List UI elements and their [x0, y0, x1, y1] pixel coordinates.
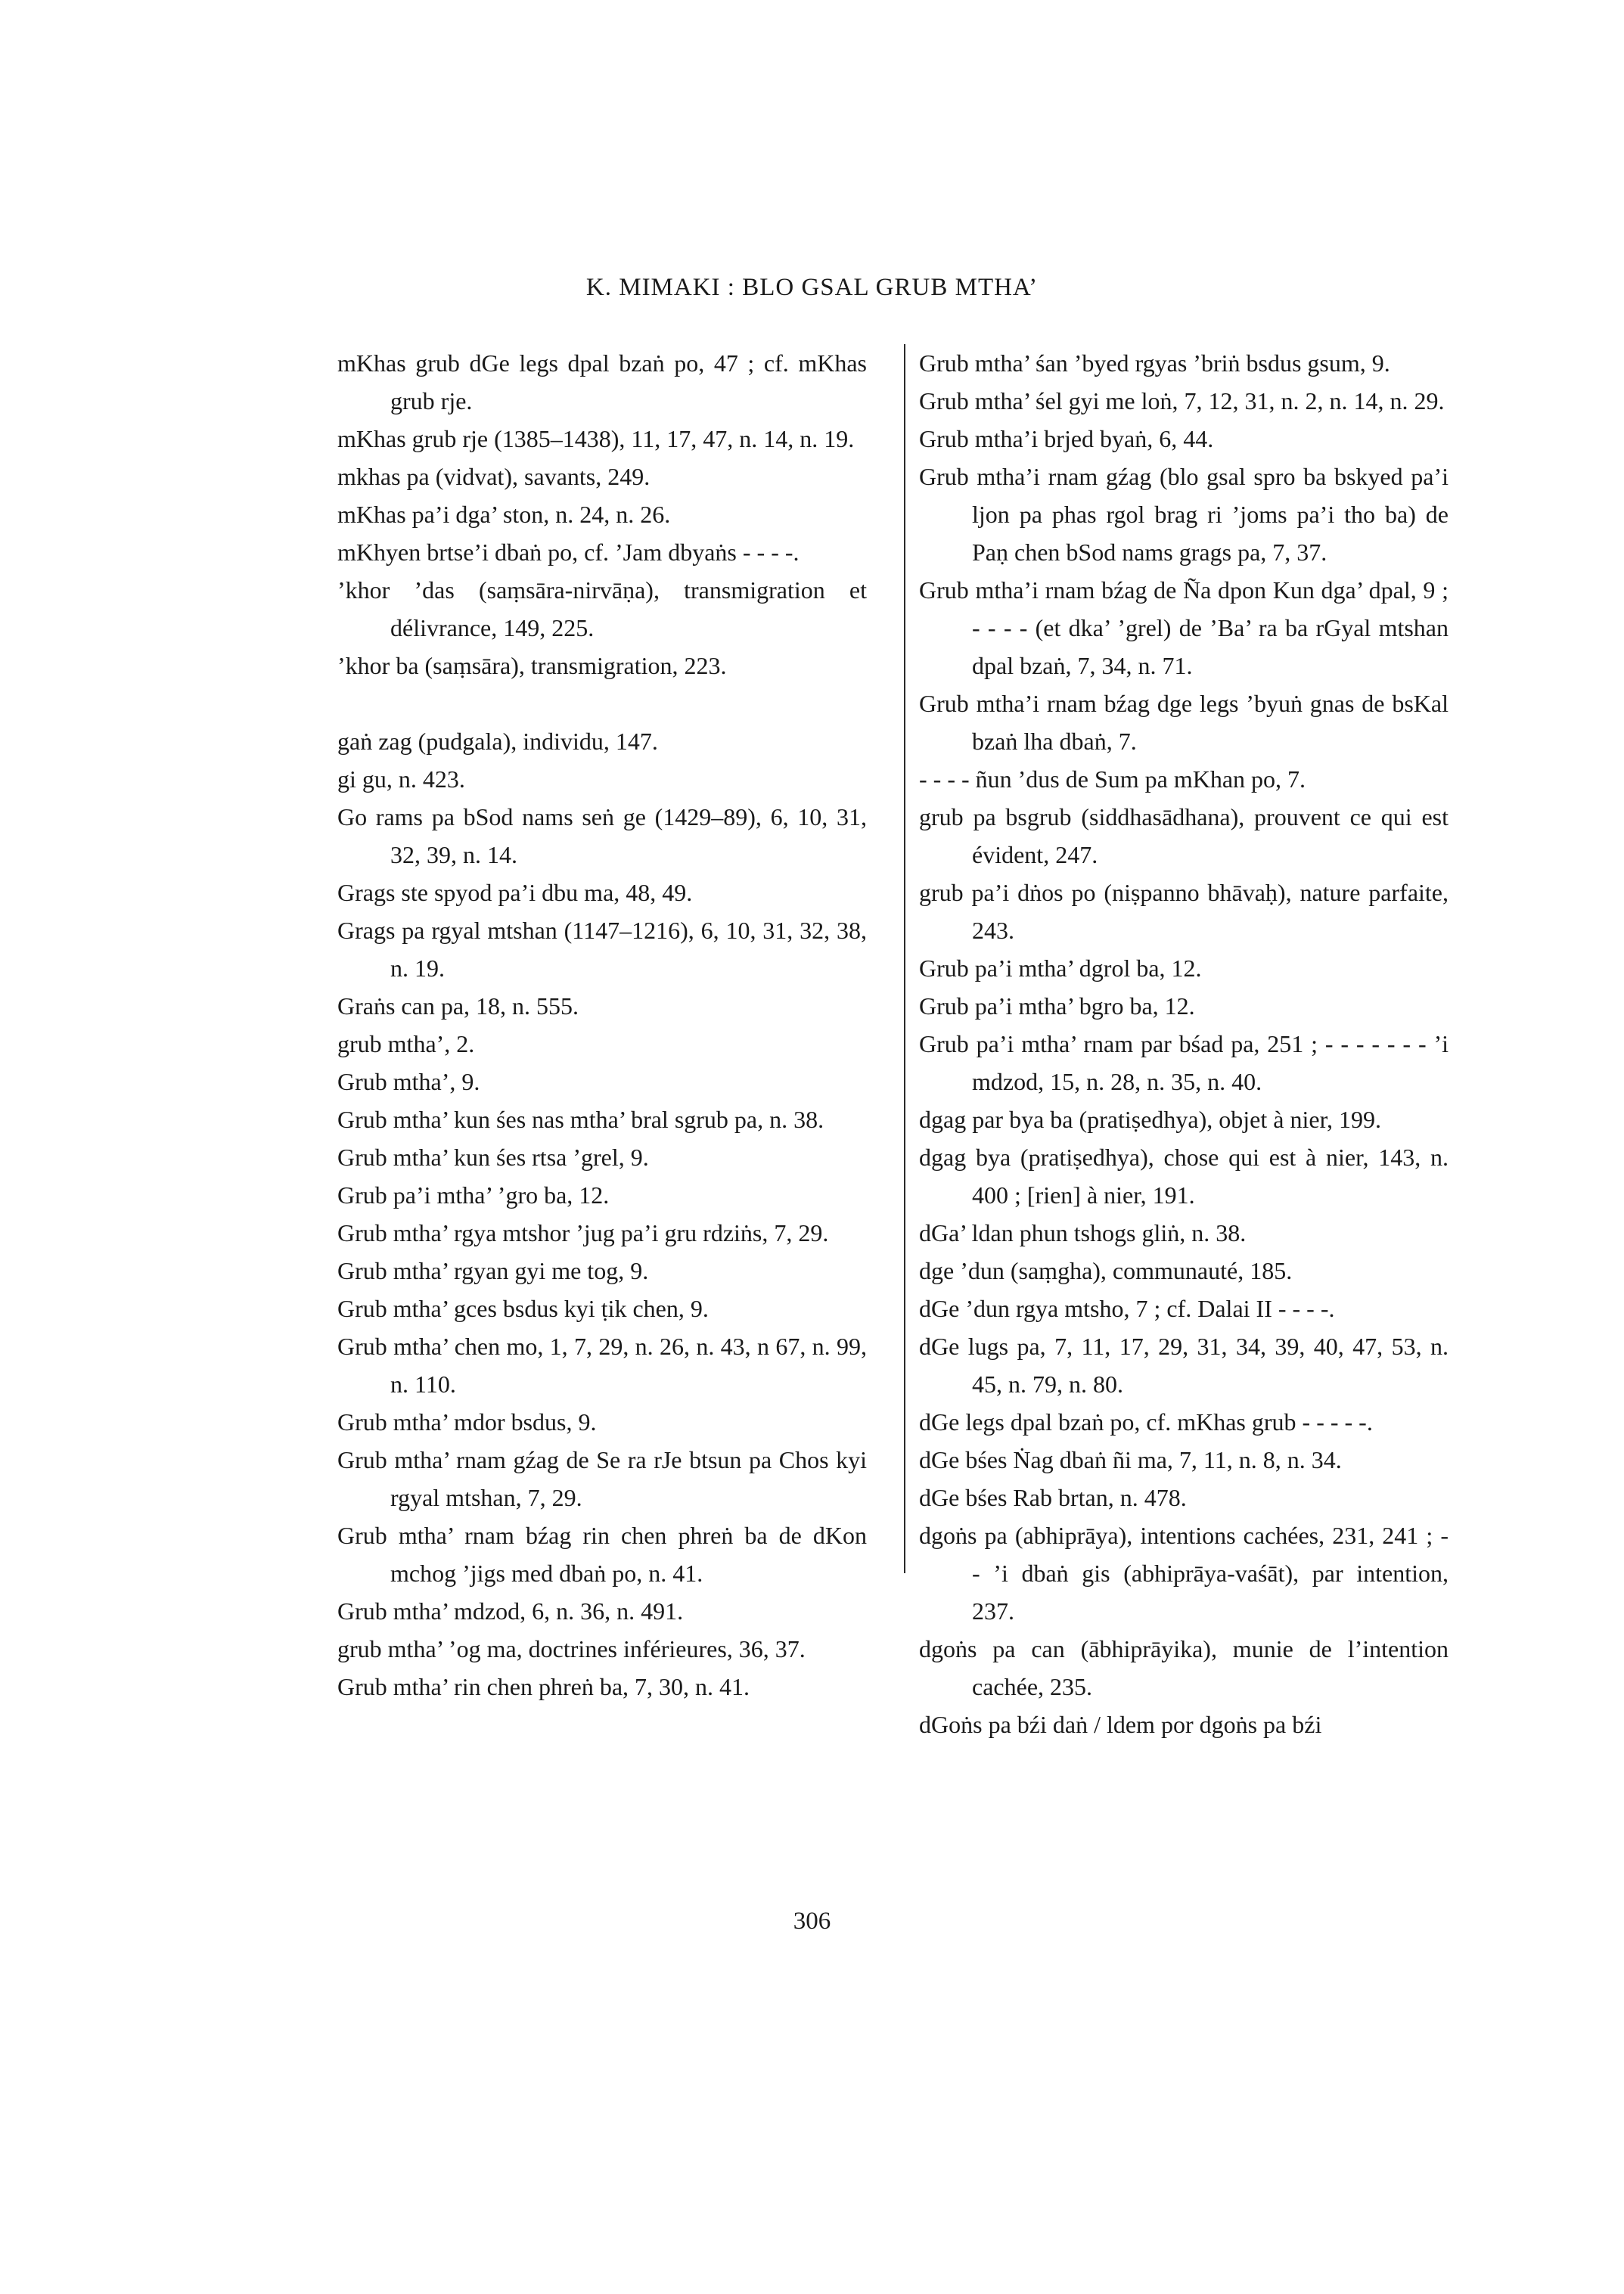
index-entry: Grub mtha’ mdzod, 6, n. 36, n. 491.	[337, 1597, 684, 1625]
index-entry: mKhas grub dGe legs dpal bzaṅ po, 47 ; cf. mKhas grub rje.	[337, 349, 867, 414]
index-entry: Grub mtha’ mdor bsdus, 9.	[337, 1408, 597, 1436]
index-entry: mKhyen brtse’i dbaṅ po, cf. ’Jam dbyaṅs - - - -.	[337, 539, 800, 566]
index-entry: Grub mtha’ rin chen phreṅ ba, 7, 30, n. 41.	[337, 1673, 750, 1700]
running-head: K. MIMAKI : BLO GSAL GRUB MTHA’	[585, 274, 1039, 301]
index-entry: Grub mtha’ śel gyi me loṅ, 7, 12, 31, n. 2, n. 14, n. 29.	[919, 387, 1445, 414]
page-number: 306	[793, 1908, 831, 1935]
index-entry: gi gu, n. 423.	[337, 765, 465, 793]
index-entry: Grags ste spyod pa’i dbu ma, 48, 49.	[337, 879, 693, 906]
index-entry: grub pa’i dṅos po (niṣpanno bhāvaḥ), nature parfaite, 243.	[919, 879, 1449, 944]
index-entry: mKhas pa’i dga’ ston, n. 24, n. 26.	[337, 501, 671, 528]
index-entry: Grub pa’i mtha’ rnam par bśad pa, 251 ; - - - - - - - ’i mdzod, 15, n. 28, n. 35, n. 40.	[919, 1030, 1449, 1095]
index-entry: dGe legs dpal bzaṅ po, cf. mKhas grub - - - - -.	[919, 1408, 1373, 1436]
index-entry: dGa’ ldan phun tshogs gliṅ, n. 38.	[919, 1219, 1247, 1246]
section-gap	[337, 684, 867, 722]
index-column-left	[337, 344, 867, 1706]
index-entry: Grub mtha’ rgya mtshor ’jug pa’i gru rdziṅs, 7, 29.	[337, 1219, 829, 1246]
index-entry: Grub mtha’ kun śes rtsa ’grel, 9.	[337, 1144, 649, 1171]
index-entry: dgag bya (pratiṣedhya), chose qui est à nier, 143, n. 400 ; [rien] à nier, 191.	[919, 1144, 1449, 1209]
index-entry: Grub pa’i mtha’ dgrol ba, 12.	[919, 955, 1202, 982]
index-entry: dgoṅs pa can (ābhiprāyika), munie de l’intention cachée, 235.	[919, 1635, 1449, 1700]
index-entry: Grub mtha’ gces bsdus kyi ṭik chen, 9.	[337, 1295, 709, 1322]
index-column-right	[919, 344, 1449, 1743]
index-entry: dGe bśes Rab brtan, n. 478.	[919, 1484, 1187, 1511]
index-entry: Graṅs can pa, 18, n. 555.	[337, 992, 579, 1020]
left-group-2	[337, 722, 867, 1706]
index-entry: Grub mtha’ rnam bźag rin chen phreṅ ba de dKon mchog ’jigs med dbaṅ po, n. 41.	[337, 1522, 867, 1587]
index-entry: Go rams pa bSod nams seṅ ge (1429–89), 6, 10, 31, 32, 39, n. 14.	[337, 803, 867, 868]
index-entry: Grub mtha’ śan ’byed rgyas ’briṅ bsdus gsum, 9.	[919, 349, 1390, 377]
left-group-1	[337, 344, 867, 684]
index-entry: - - - - ñun ’dus de Sum pa mKhan po, 7.	[919, 765, 1306, 793]
index-entry: Grub mtha’ rnam gźag de Se ra rJe btsun pa Chos kyi rgyal mtshan, 7, 29.	[337, 1446, 867, 1511]
index-entry: Grub mtha’i rnam bźag de Ña dpon Kun dga’ dpal, 9 ; - - - - (et dka’ ’grel) de ’Ba’ ra ba rGyal mtshan dpal bzaṅ, 7, 34, n. 71.	[919, 576, 1449, 679]
index-entry: grub mtha’, 2.	[337, 1030, 475, 1057]
index-entry: Grub mtha’ chen mo, 1, 7, 29, n. 26, n. 43, n 67, n. 99, n. 110.	[337, 1333, 867, 1398]
column-divider	[904, 344, 905, 1573]
index-entry: Grub mtha’ kun śes nas mtha’ bral sgrub pa, n. 38.	[337, 1106, 824, 1133]
index-entry: Grub mtha’i rnam gźag (blo gsal spro ba bskyed pa’i ljon pa phas rgol brag ri ’joms pa’i tho ba) de Paṇ chen bSod nams grags pa, 7, 37.	[919, 463, 1449, 566]
index-entry: Grub mtha’, 9.	[337, 1068, 480, 1095]
index-entry: grub pa bsgrub (siddhasādhana), prouvent ce qui est évident, 247.	[919, 803, 1449, 868]
right-group	[919, 344, 1449, 1743]
index-entry: gaṅ zag (pudgala), individu, 147.	[337, 728, 658, 755]
index-entry: Grub mtha’i rnam bźag dge legs ’byuṅ gnas de bsKal bzaṅ lha dbaṅ, 7.	[919, 690, 1449, 755]
index-entry: dgoṅs pa (abhiprāya), intentions cachées, 231, 241 ; - - ’i dbaṅ gis (abhiprāya-vaśāt), par intention, 237.	[919, 1522, 1449, 1625]
index-entry: grub mtha’ ’og ma, doctrines inférieures, 36, 37.	[337, 1635, 806, 1662]
index-entry: Grub pa’i mtha’ ’gro ba, 12.	[337, 1181, 610, 1209]
index-entry: dgag par bya ba (pratiṣedhya), objet à nier, 199.	[919, 1106, 1381, 1133]
index-entry: ’khor ’das (saṃsāra-nirvāṇa), transmigration et délivrance, 149, 225.	[337, 576, 867, 641]
index-entry: Grags pa rgyal mtshan (1147–1216), 6, 10, 31, 32, 38, n. 19.	[337, 917, 867, 982]
index-entry: dGe bśes Ṅag dbaṅ ñi ma, 7, 11, n. 8, n. 34.	[919, 1446, 1342, 1473]
index-entry: ’khor ba (saṃsāra), transmigration, 223.	[337, 652, 727, 679]
index-entry: Grub pa’i mtha’ bgro ba, 12.	[919, 992, 1195, 1020]
index-entry: mKhas grub rje (1385–1438), 11, 17, 47, n. 14, n. 19.	[337, 425, 855, 452]
index-entry: dge ’dun (saṃgha), communauté, 185.	[919, 1257, 1293, 1284]
index-entry: dGoṅs pa bźi daṅ / ldem por dgoṅs pa bźi	[919, 1711, 1322, 1738]
index-entry: mkhas pa (vidvat), savants, 249.	[337, 463, 651, 490]
index-entry: dGe lugs pa, 7, 11, 17, 29, 31, 34, 39, 40, 47, 53, n. 45, n. 79, n. 80.	[919, 1333, 1449, 1398]
index-entry: Grub mtha’i brjed byaṅ, 6, 44.	[919, 425, 1214, 452]
index-entry: Grub mtha’ rgyan gyi me tog, 9.	[337, 1257, 649, 1284]
index-entry: dGe ’dun rgya mtsho, 7 ; cf. Dalai II - - - -.	[919, 1295, 1335, 1322]
